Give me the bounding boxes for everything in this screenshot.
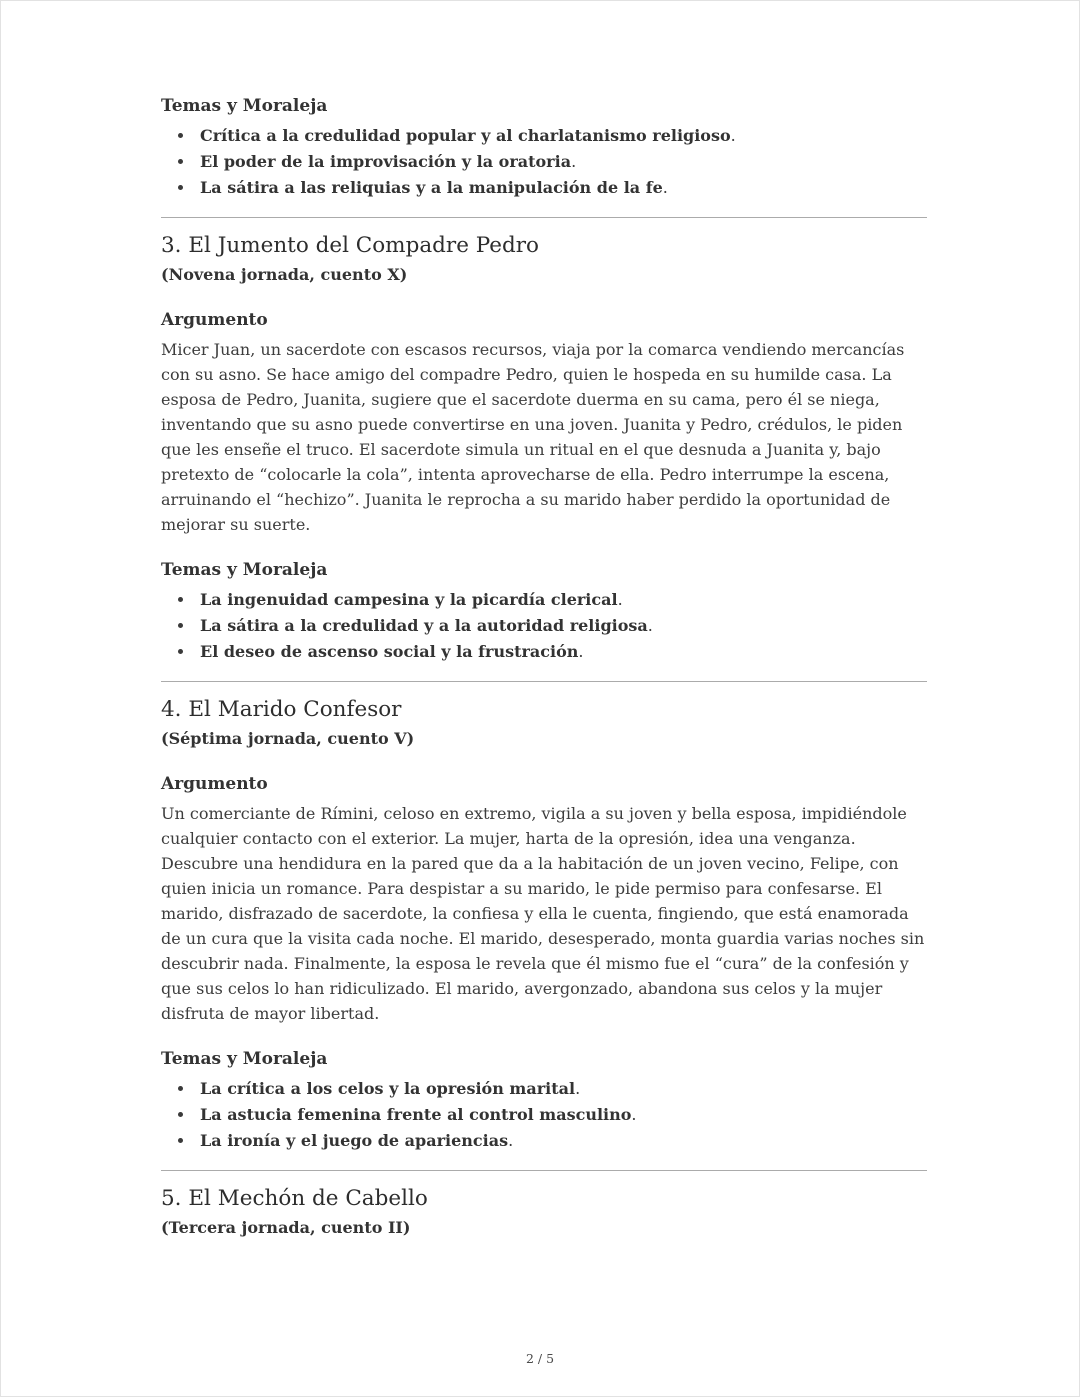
section-subtitle: (Tercera jornada, cuento II) xyxy=(161,1218,411,1237)
bullet-period: . xyxy=(578,642,584,661)
list-item xyxy=(195,639,927,665)
bullet-period: . xyxy=(508,1131,514,1150)
bullet-period: . xyxy=(631,1105,637,1124)
list-item xyxy=(195,1076,927,1102)
bullet-text: El poder de la improvisación y la oratoria xyxy=(200,152,572,171)
argument-paragraph: Un comerciante de Rímini, celoso en extremo, vigila a su joven y bella esposa, impidiéndole cualquier contacto con el exterior. La mujer, harta de la opresión, idea una venganza. Descubre una hendidura en la pared que da a la habitación de un joven vecino, Felipe, con quien inicia un romance. Para despistar a su marido, le pide permiso para confesarse. El marido, disfrazado de sacerdote, la confiesa y ella le cuenta, fingiendo, que está enamorada de un cura que la visita cada noche. El marido, desesperado, monta guardia varias noches sin descubrir nada. Finalmente, la esposa le revela que él mismo fue el “cura” de la confesión y que sus celos lo han ridiculizado. El marido, avergonzado, abandona sus celos y la mujer disfruta de mayor libertad. xyxy=(161,804,925,1023)
section-divider xyxy=(161,681,927,682)
themes-list xyxy=(161,123,927,201)
bullet-text: La ironía y el juego de apariencias xyxy=(200,1131,509,1150)
section-title: 5. El Mechón de Cabello xyxy=(161,1186,428,1211)
bullet-period: . xyxy=(730,126,736,145)
bullet-text: La crítica a los celos y la opresión marital xyxy=(200,1079,576,1098)
bullet-period: . xyxy=(662,178,668,197)
bullet-text: La sátira a la credulidad y a la autoridad religiosa xyxy=(200,616,648,635)
argument-heading: Argumento xyxy=(161,774,268,794)
bullet-text: La astucia femenina frente al control masculino xyxy=(200,1105,632,1124)
bullet-text: La sátira a las reliquias y a la manipulación de la fe xyxy=(200,178,663,197)
themes-heading: Temas y Moraleja xyxy=(161,96,328,116)
list-item xyxy=(195,149,927,175)
section-title: 4. El Marido Confesor xyxy=(161,697,402,722)
page-number: 2 / 5 xyxy=(525,1351,555,1366)
bullet-text: El deseo de ascenso social y la frustración xyxy=(200,642,579,661)
section-divider xyxy=(161,1170,927,1171)
list-item xyxy=(195,1128,927,1154)
document-content xyxy=(1,1,1079,1238)
list-item xyxy=(195,587,927,613)
themes-list xyxy=(161,587,927,665)
bullet-period: . xyxy=(571,152,577,171)
bullet-period: . xyxy=(575,1079,581,1098)
themes-heading: Temas y Moraleja xyxy=(161,560,328,580)
section-subtitle: (Novena jornada, cuento X) xyxy=(161,265,408,284)
themes-heading: Temas y Moraleja xyxy=(161,1049,328,1069)
argument-paragraph: Micer Juan, un sacerdote con escasos recursos, viaja por la comarca vendiendo mercancías con su asno. Se hace amigo del compadre Pedro, quien le hospeda en su humilde casa. La esposa de Pedro, Juanita, sugiere que el sacerdote duerma en su cama, pero él se niega, inventando que su asno puede convertirse en una joven. Juanita y Pedro, crédulos, le piden que les enseñe el truco. El sacerdote simula un ritual en el que desnuda a Juanita y, bajo pretexto de “colocarle la cola”, intenta aprovecharse de ella. Pedro interrumpe la escena, arruinando el “hechizo”. Juanita le reprocha a su marido haber perdido la oportunidad de mejorar su suerte. xyxy=(161,340,905,534)
list-item xyxy=(195,175,927,201)
list-item xyxy=(195,1102,927,1128)
argument-heading: Argumento xyxy=(161,310,268,330)
list-item xyxy=(195,613,927,639)
section-subtitle: (Séptima jornada, cuento V) xyxy=(161,729,415,748)
themes-list xyxy=(161,1076,927,1154)
section-title: 3. El Jumento del Compadre Pedro xyxy=(161,233,539,258)
bullet-period: . xyxy=(647,616,653,635)
bullet-text: Crítica a la credulidad popular y al charlatanismo religioso xyxy=(200,126,731,145)
section-divider xyxy=(161,217,927,218)
bullet-text: La ingenuidad campesina y la picardía clerical xyxy=(200,590,618,609)
bullet-period: . xyxy=(617,590,623,609)
list-item xyxy=(195,123,927,149)
